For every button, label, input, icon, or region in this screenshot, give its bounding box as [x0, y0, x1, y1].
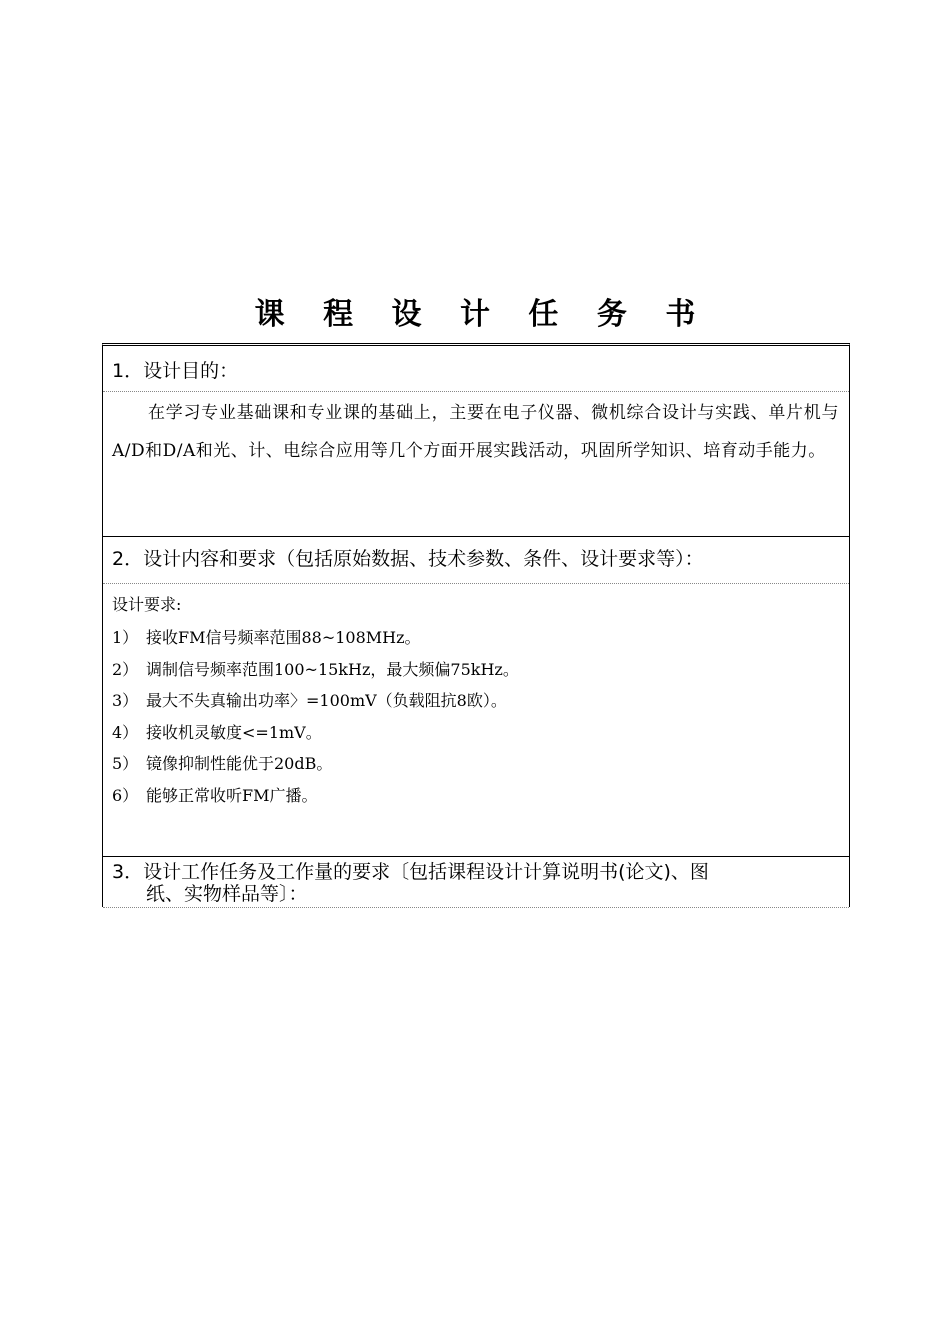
- requirement-text: 镜像抑制性能优于20dB。: [146, 754, 333, 773]
- requirements-list: [112, 622, 519, 811]
- workload-heading-line1: 3．设计工作任务及工作量的要求〔包括课程设计计算说明书(论文)、图: [112, 861, 709, 883]
- section-workload: [103, 857, 849, 910]
- requirement-number: 4）: [112, 722, 139, 742]
- requirement-text: 能够正常收听FM广播。: [146, 785, 318, 805]
- requirement-text: 接收FM信号频率范围88~108MHz。: [146, 628, 421, 647]
- purpose-paragraph: 在学习专业基础课和专业课的基础上，主要在电子仪器、微机综合设计与实践、单片机与A/D和D/A和光、计、电综合应用等几个方面开展实践活动，巩固所学知识、培育动手能力。: [112, 403, 839, 461]
- requirement-item: [112, 717, 519, 749]
- requirement-text: 接收机灵敏度<=1mV。: [146, 722, 322, 742]
- requirement-number: 2）: [112, 659, 139, 679]
- requirement-item: [112, 654, 519, 686]
- requirement-item: [112, 748, 519, 780]
- section-content: [103, 537, 849, 857]
- requirement-item: [112, 622, 519, 654]
- requirement-number: 1）: [112, 628, 139, 647]
- requirement-number: 5）: [112, 754, 139, 773]
- requirement-item: [112, 685, 519, 717]
- requirements-title: 设计要求:: [112, 595, 182, 614]
- requirement-text: 调制信号频率范围100~15kHz，最大频偏75kHz。: [146, 659, 519, 679]
- requirement-number: 3）: [112, 691, 139, 710]
- workload-heading-line2: 纸、实物样品等〕：: [146, 883, 308, 905]
- section-heading-purpose: 1．设计目的：: [103, 346, 849, 392]
- requirement-number: 6）: [112, 785, 139, 805]
- requirement-item: [112, 780, 519, 812]
- document-title: 课 程 设 计 任 务 书: [254, 297, 710, 332]
- section-heading-workload: [103, 857, 849, 908]
- section-heading-content: 2．设计内容和要求（包括原始数据、技术参数、条件、设计要求等）：: [103, 537, 849, 584]
- task-table: [102, 343, 850, 907]
- requirement-text: 最大不失真输出功率〉=100mV（负载阻抗8欧）。: [146, 691, 507, 710]
- section-purpose: [103, 346, 849, 537]
